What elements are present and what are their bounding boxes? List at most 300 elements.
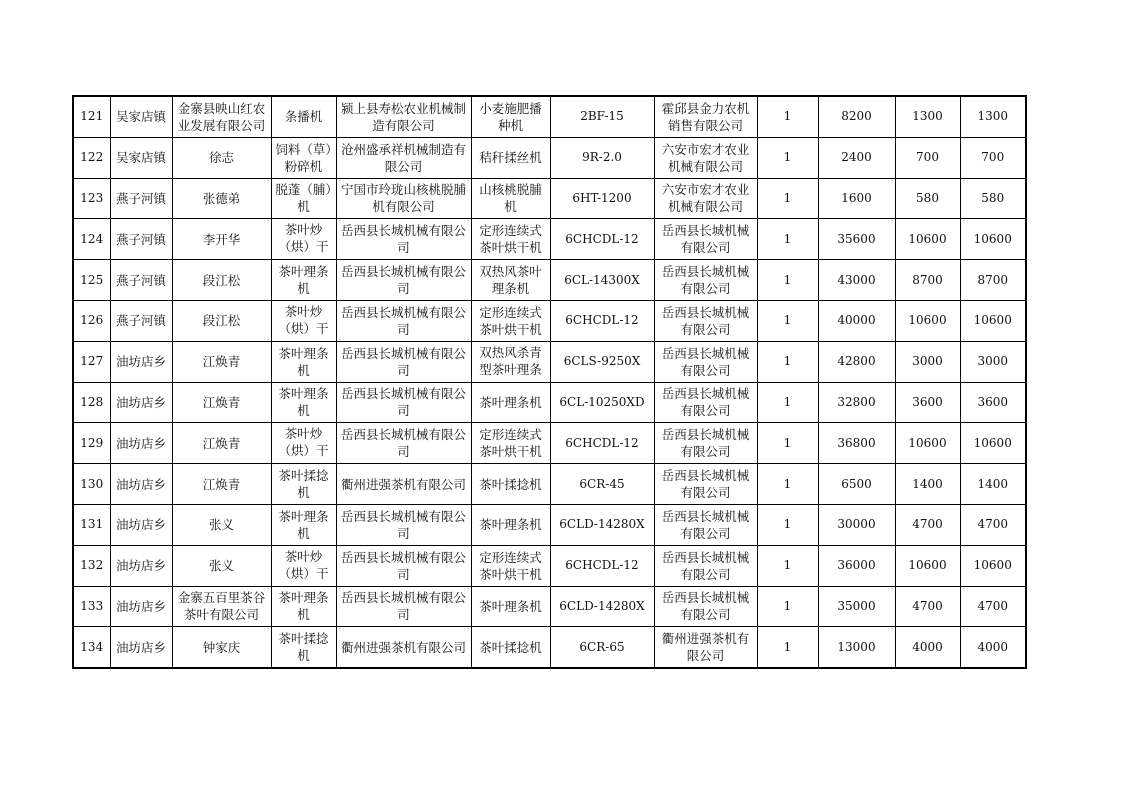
model-cell — [550, 137, 654, 178]
row-number-cell — [73, 341, 110, 382]
cell-text: 8200 — [841, 109, 872, 124]
row-number-cell — [73, 627, 110, 668]
machine-category-cell — [271, 627, 336, 668]
cell-text: 1300 — [977, 109, 1009, 124]
cell-text: 1 — [783, 558, 792, 573]
cell-text: 121 — [80, 109, 104, 124]
buyer-cell — [172, 545, 271, 586]
township-cell — [110, 382, 172, 423]
dealer-cell — [654, 545, 757, 586]
product-name-cell — [471, 137, 550, 178]
cell-text: 岳西县长城机械有限公司 — [340, 508, 466, 541]
subsidy-cell — [895, 423, 960, 464]
cell-text: 6CLD-14280X — [559, 598, 645, 613]
cell-text: 燕子河镇 — [115, 272, 166, 288]
cell-text: 岳西县长城机械有限公司 — [340, 427, 466, 460]
cell-text: 岳西县长城机械有限公司 — [661, 427, 750, 460]
buyer-cell — [172, 341, 271, 382]
total-subsidy-cell — [960, 178, 1026, 219]
cell-text: 双热风杀青型茶叶理条 — [479, 344, 542, 377]
cell-text: 4700 — [977, 517, 1009, 532]
cell-text: 岳西县长城机械有限公司 — [661, 386, 750, 419]
table-row — [73, 423, 1026, 464]
cell-text: 4700 — [912, 598, 943, 613]
dealer-cell — [654, 178, 757, 219]
cell-text: 定形连续式茶叶烘干机 — [479, 304, 542, 337]
dealer-cell — [654, 586, 757, 627]
subsidy-cell — [895, 219, 960, 260]
cell-text: 6CHCDL-12 — [565, 435, 639, 450]
row-number-cell — [73, 504, 110, 545]
machine-category-cell — [271, 382, 336, 423]
product-name-cell — [471, 504, 550, 545]
cell-text: 124 — [80, 231, 104, 246]
cell-text: 定形连续式茶叶烘干机 — [479, 427, 542, 460]
cell-text: 岳西县长城机械有限公司 — [340, 590, 466, 623]
cell-text: 茶叶炒（烘）干 — [278, 222, 329, 255]
cell-text: 10600 — [908, 435, 947, 450]
cell-text: 颍上县寿松农业机械制造有限公司 — [340, 100, 466, 133]
cell-text: 岳西县长城机械有限公司 — [661, 508, 750, 541]
cell-text: 茶叶揉捻机 — [479, 639, 542, 655]
cell-text: 岳西县长城机械有限公司 — [661, 468, 750, 501]
cell-text: 1 — [783, 231, 792, 246]
cell-text: 9R-2.0 — [582, 150, 622, 165]
cell-text: 油坊店乡 — [115, 354, 166, 370]
product-name-cell — [471, 96, 550, 137]
manufacturer-cell — [336, 178, 471, 219]
model-cell — [550, 545, 654, 586]
cell-text: 1 — [783, 598, 792, 613]
cell-text: 10600 — [973, 558, 1012, 573]
cell-text: 油坊店乡 — [115, 639, 166, 655]
sale-price-cell — [818, 300, 895, 341]
cell-text: 岳西县长城机械有限公司 — [340, 223, 466, 256]
dealer-cell — [654, 137, 757, 178]
cell-text: 1 — [783, 394, 792, 409]
cell-text: 125 — [80, 272, 104, 287]
manufacturer-cell — [336, 96, 471, 137]
total-subsidy-cell — [960, 545, 1026, 586]
subsidy-cell — [895, 586, 960, 627]
cell-text: 1 — [783, 150, 792, 165]
township-cell — [110, 545, 172, 586]
cell-text: 10600 — [908, 313, 947, 328]
row-number-cell — [73, 382, 110, 423]
model-cell — [550, 96, 654, 137]
cell-text: 2BF-15 — [580, 109, 624, 124]
machine-category-cell — [271, 96, 336, 137]
table-row — [73, 627, 1026, 668]
cell-text: 张义 — [208, 558, 234, 574]
cell-text: 123 — [80, 190, 104, 205]
total-subsidy-cell — [960, 504, 1026, 545]
model-cell — [550, 219, 654, 260]
cell-text: 6HT-1200 — [572, 190, 632, 205]
subsidy-cell — [895, 627, 960, 668]
cell-text: 8700 — [977, 272, 1009, 287]
subsidy-cell — [895, 260, 960, 301]
cell-text: 1300 — [912, 109, 943, 124]
subsidy-cell — [895, 178, 960, 219]
product-name-cell — [471, 341, 550, 382]
cell-text: 1 — [783, 313, 792, 328]
township-cell — [110, 464, 172, 505]
cell-text: 4700 — [977, 598, 1009, 613]
total-subsidy-cell — [960, 341, 1026, 382]
buyer-cell — [172, 382, 271, 423]
cell-text: 六安市宏才农业机械有限公司 — [661, 141, 750, 174]
machine-category-cell — [271, 219, 336, 260]
product-name-cell — [471, 178, 550, 219]
cell-text: 6CHCDL-12 — [565, 231, 639, 246]
manufacturer-cell — [336, 504, 471, 545]
cell-text: 36800 — [837, 435, 876, 450]
manufacturer-cell — [336, 341, 471, 382]
cell-text: 133 — [80, 598, 104, 613]
row-number-cell — [73, 137, 110, 178]
table-row — [73, 464, 1026, 505]
subsidy-cell — [895, 341, 960, 382]
model-cell — [550, 586, 654, 627]
total-subsidy-cell — [960, 423, 1026, 464]
machine-category-cell — [271, 300, 336, 341]
cell-text: 134 — [80, 639, 104, 654]
township-cell — [110, 219, 172, 260]
cell-text: 42800 — [837, 354, 876, 369]
subsidy-cell — [895, 464, 960, 505]
dealer-cell — [654, 300, 757, 341]
quantity-cell — [757, 545, 818, 586]
cell-text: 双热风茶叶理条机 — [479, 264, 542, 297]
township-cell — [110, 627, 172, 668]
buyer-cell — [172, 504, 271, 545]
table-row — [73, 504, 1026, 545]
cell-text: 燕子河镇 — [115, 190, 166, 206]
cell-text: 10600 — [973, 231, 1012, 246]
manufacturer-cell — [336, 423, 471, 464]
subsidy-table — [72, 95, 1027, 669]
cell-text: 岳西县长城机械有限公司 — [661, 304, 750, 337]
cell-text: 油坊店乡 — [115, 435, 166, 451]
table-row — [73, 178, 1026, 219]
row-number-cell — [73, 96, 110, 137]
cell-text: 茶叶炒（烘）干 — [278, 548, 329, 581]
cell-text: 岳西县长城机械有限公司 — [661, 264, 750, 297]
manufacturer-cell — [336, 545, 471, 586]
total-subsidy-cell — [960, 96, 1026, 137]
cell-text: 132 — [80, 558, 104, 573]
row-number-cell — [73, 219, 110, 260]
cell-text: 岳西县长城机械有限公司 — [340, 345, 466, 378]
sale-price-cell — [818, 382, 895, 423]
table-body — [73, 96, 1026, 668]
model-cell — [550, 423, 654, 464]
cell-text: 茶叶理条机 — [278, 590, 329, 623]
cell-text: 茶叶炒（烘）干 — [278, 426, 329, 459]
cell-text: 李开华 — [202, 231, 241, 247]
table-row — [73, 300, 1026, 341]
buyer-cell — [172, 300, 271, 341]
quantity-cell — [757, 300, 818, 341]
cell-text: 秸秆揉丝机 — [479, 150, 542, 166]
quantity-cell — [757, 586, 818, 627]
cell-text: 茶叶揉捻机 — [278, 631, 329, 664]
cell-text: 张义 — [208, 517, 234, 533]
manufacturer-cell — [336, 627, 471, 668]
cell-text: 6CL-14300X — [564, 272, 640, 287]
cell-text: 700 — [981, 150, 1005, 165]
cell-text: 岳西县长城机械有限公司 — [661, 345, 750, 378]
table-row — [73, 219, 1026, 260]
manufacturer-cell — [336, 260, 471, 301]
total-subsidy-cell — [960, 464, 1026, 505]
machine-category-cell — [271, 504, 336, 545]
cell-text: 茶叶理条机 — [479, 517, 542, 533]
township-cell — [110, 260, 172, 301]
machine-category-cell — [271, 586, 336, 627]
cell-text: 35000 — [837, 598, 876, 613]
cell-text: 1400 — [912, 476, 943, 491]
buyer-cell — [172, 178, 271, 219]
subsidy-cell — [895, 545, 960, 586]
cell-text: 衢州进强茶机有限公司 — [340, 476, 466, 492]
sale-price-cell — [818, 260, 895, 301]
subsidy-cell — [895, 137, 960, 178]
table-row — [73, 341, 1026, 382]
quantity-cell — [757, 137, 818, 178]
cell-text: 128 — [80, 394, 104, 409]
dealer-cell — [654, 96, 757, 137]
cell-text: 6CL-10250XD — [559, 394, 645, 409]
cell-text: 4000 — [977, 639, 1009, 654]
manufacturer-cell — [336, 219, 471, 260]
cell-text: 1 — [783, 272, 792, 287]
machine-category-cell — [271, 137, 336, 178]
cell-text: 岳西县长城机械有限公司 — [661, 590, 750, 623]
dealer-cell — [654, 423, 757, 464]
cell-text: 茶叶理条机 — [278, 345, 329, 378]
product-name-cell — [471, 464, 550, 505]
cell-text: 条播机 — [284, 109, 323, 125]
cell-text: 6CHCDL-12 — [565, 313, 639, 328]
cell-text: 油坊店乡 — [115, 476, 166, 492]
cell-text: 燕子河镇 — [115, 313, 166, 329]
cell-text: 茶叶理条机 — [479, 598, 542, 614]
cell-text: 江焕青 — [202, 394, 241, 410]
cell-text: 122 — [80, 150, 104, 165]
cell-text: 岳西县长城机械有限公司 — [340, 264, 466, 297]
township-cell — [110, 423, 172, 464]
cell-text: 6CHCDL-12 — [565, 558, 639, 573]
cell-text: 35600 — [837, 231, 876, 246]
cell-text: 钟家庆 — [202, 639, 241, 655]
product-name-cell — [471, 545, 550, 586]
model-cell — [550, 464, 654, 505]
manufacturer-cell — [336, 464, 471, 505]
cell-text: 1 — [783, 109, 792, 124]
cell-text: 126 — [80, 313, 104, 328]
cell-text: 1 — [783, 190, 792, 205]
cell-text: 茶叶理条机 — [278, 386, 329, 419]
machine-category-cell — [271, 341, 336, 382]
sale-price-cell — [818, 341, 895, 382]
cell-text: 衢州进强茶机有限公司 — [340, 639, 466, 655]
cell-text: 油坊店乡 — [115, 598, 166, 614]
subsidy-cell — [895, 382, 960, 423]
cell-text: 段江松 — [202, 313, 241, 329]
cell-text: 129 — [80, 435, 104, 450]
cell-text: 127 — [80, 354, 104, 369]
subsidy-cell — [895, 96, 960, 137]
township-cell — [110, 341, 172, 382]
row-number-cell — [73, 260, 110, 301]
cell-text: 吴家店镇 — [115, 109, 166, 125]
dealer-cell — [654, 341, 757, 382]
buyer-cell — [172, 137, 271, 178]
cell-text: 张德弟 — [202, 190, 241, 206]
quantity-cell — [757, 423, 818, 464]
sale-price-cell — [818, 586, 895, 627]
cell-text: 6CR-45 — [579, 476, 625, 491]
dealer-cell — [654, 627, 757, 668]
cell-text: 8700 — [912, 272, 943, 287]
dealer-cell — [654, 219, 757, 260]
buyer-cell — [172, 260, 271, 301]
dealer-cell — [654, 382, 757, 423]
row-number-cell — [73, 464, 110, 505]
cell-text: 40000 — [837, 313, 876, 328]
sale-price-cell — [818, 137, 895, 178]
cell-text: 3000 — [912, 354, 943, 369]
manufacturer-cell — [336, 300, 471, 341]
cell-text: 吴家店镇 — [115, 150, 166, 166]
cell-text: 6500 — [841, 476, 872, 491]
township-cell — [110, 137, 172, 178]
manufacturer-cell — [336, 137, 471, 178]
cell-text: 580 — [981, 190, 1005, 205]
sale-price-cell — [818, 219, 895, 260]
cell-text: 580 — [916, 190, 939, 205]
quantity-cell — [757, 96, 818, 137]
product-name-cell — [471, 260, 550, 301]
row-number-cell — [73, 300, 110, 341]
total-subsidy-cell — [960, 137, 1026, 178]
buyer-cell — [172, 219, 271, 260]
cell-text: 油坊店乡 — [115, 517, 166, 533]
cell-text: 徐志 — [208, 150, 234, 166]
cell-text: 131 — [80, 517, 104, 532]
cell-text: 10600 — [908, 231, 947, 246]
model-cell — [550, 260, 654, 301]
cell-text: 6CLS-9250X — [563, 354, 641, 369]
sale-price-cell — [818, 96, 895, 137]
total-subsidy-cell — [960, 219, 1026, 260]
product-name-cell — [471, 219, 550, 260]
sale-price-cell — [818, 504, 895, 545]
cell-text: 油坊店乡 — [115, 558, 166, 574]
cell-text: 油坊店乡 — [115, 394, 166, 410]
cell-text: 13000 — [837, 639, 876, 654]
cell-text: 山核桃脱脯机 — [479, 182, 542, 215]
cell-text: 定形连续式茶叶烘干机 — [479, 549, 542, 582]
cell-text: 6CR-65 — [579, 639, 625, 654]
cell-text: 700 — [916, 150, 939, 165]
cell-text: 金寨县映山红农业发展有限公司 — [177, 100, 266, 133]
cell-text: 1 — [783, 435, 792, 450]
table-row — [73, 382, 1026, 423]
product-name-cell — [471, 627, 550, 668]
manufacturer-cell — [336, 586, 471, 627]
cell-text: 沧州盛承祥机械制造有限公司 — [340, 141, 466, 174]
table-row — [73, 586, 1026, 627]
township-cell — [110, 178, 172, 219]
row-number-cell — [73, 586, 110, 627]
row-number-cell — [73, 178, 110, 219]
row-number-cell — [73, 423, 110, 464]
model-cell — [550, 300, 654, 341]
cell-text: 茶叶炒（烘）干 — [278, 303, 329, 336]
cell-text: 岳西县长城机械有限公司 — [661, 549, 750, 582]
cell-text: 1600 — [841, 190, 872, 205]
buyer-cell — [172, 586, 271, 627]
product-name-cell — [471, 300, 550, 341]
table-row — [73, 96, 1026, 137]
cell-text: 岳西县长城机械有限公司 — [340, 386, 466, 419]
cell-text: 2400 — [841, 150, 872, 165]
dealer-cell — [654, 260, 757, 301]
cell-text: 30000 — [837, 517, 876, 532]
cell-text: 10600 — [973, 313, 1012, 328]
cell-text: 茶叶理条机 — [479, 394, 542, 410]
cell-text: 茶叶理条机 — [278, 264, 329, 297]
quantity-cell — [757, 382, 818, 423]
cell-text: 1 — [783, 517, 792, 532]
cell-text: 茶叶理条机 — [278, 508, 329, 541]
cell-text: 3000 — [977, 354, 1009, 369]
machine-category-cell — [271, 545, 336, 586]
cell-text: 衢州进强茶机有限公司 — [661, 631, 750, 664]
quantity-cell — [757, 219, 818, 260]
total-subsidy-cell — [960, 260, 1026, 301]
dealer-cell — [654, 464, 757, 505]
sale-price-cell — [818, 423, 895, 464]
machine-category-cell — [271, 423, 336, 464]
cell-text: 1 — [783, 354, 792, 369]
total-subsidy-cell — [960, 586, 1026, 627]
cell-text: 燕子河镇 — [115, 231, 166, 247]
quantity-cell — [757, 341, 818, 382]
sale-price-cell — [818, 464, 895, 505]
cell-text: 茶叶揉捻机 — [278, 468, 329, 501]
table-row — [73, 545, 1026, 586]
product-name-cell — [471, 423, 550, 464]
township-cell — [110, 504, 172, 545]
cell-text: 4700 — [912, 517, 943, 532]
cell-text: 霍邱县金力农机销售有限公司 — [661, 100, 750, 133]
cell-text: 36000 — [837, 558, 876, 573]
cell-text: 六安市宏才农业机械有限公司 — [661, 182, 750, 215]
machine-category-cell — [271, 178, 336, 219]
cell-text: 岳西县长城机械有限公司 — [661, 223, 750, 256]
table-row — [73, 137, 1026, 178]
sale-price-cell — [818, 545, 895, 586]
model-cell — [550, 382, 654, 423]
manufacturer-cell — [336, 382, 471, 423]
machine-category-cell — [271, 260, 336, 301]
subsidy-cell — [895, 300, 960, 341]
sale-price-cell — [818, 627, 895, 668]
